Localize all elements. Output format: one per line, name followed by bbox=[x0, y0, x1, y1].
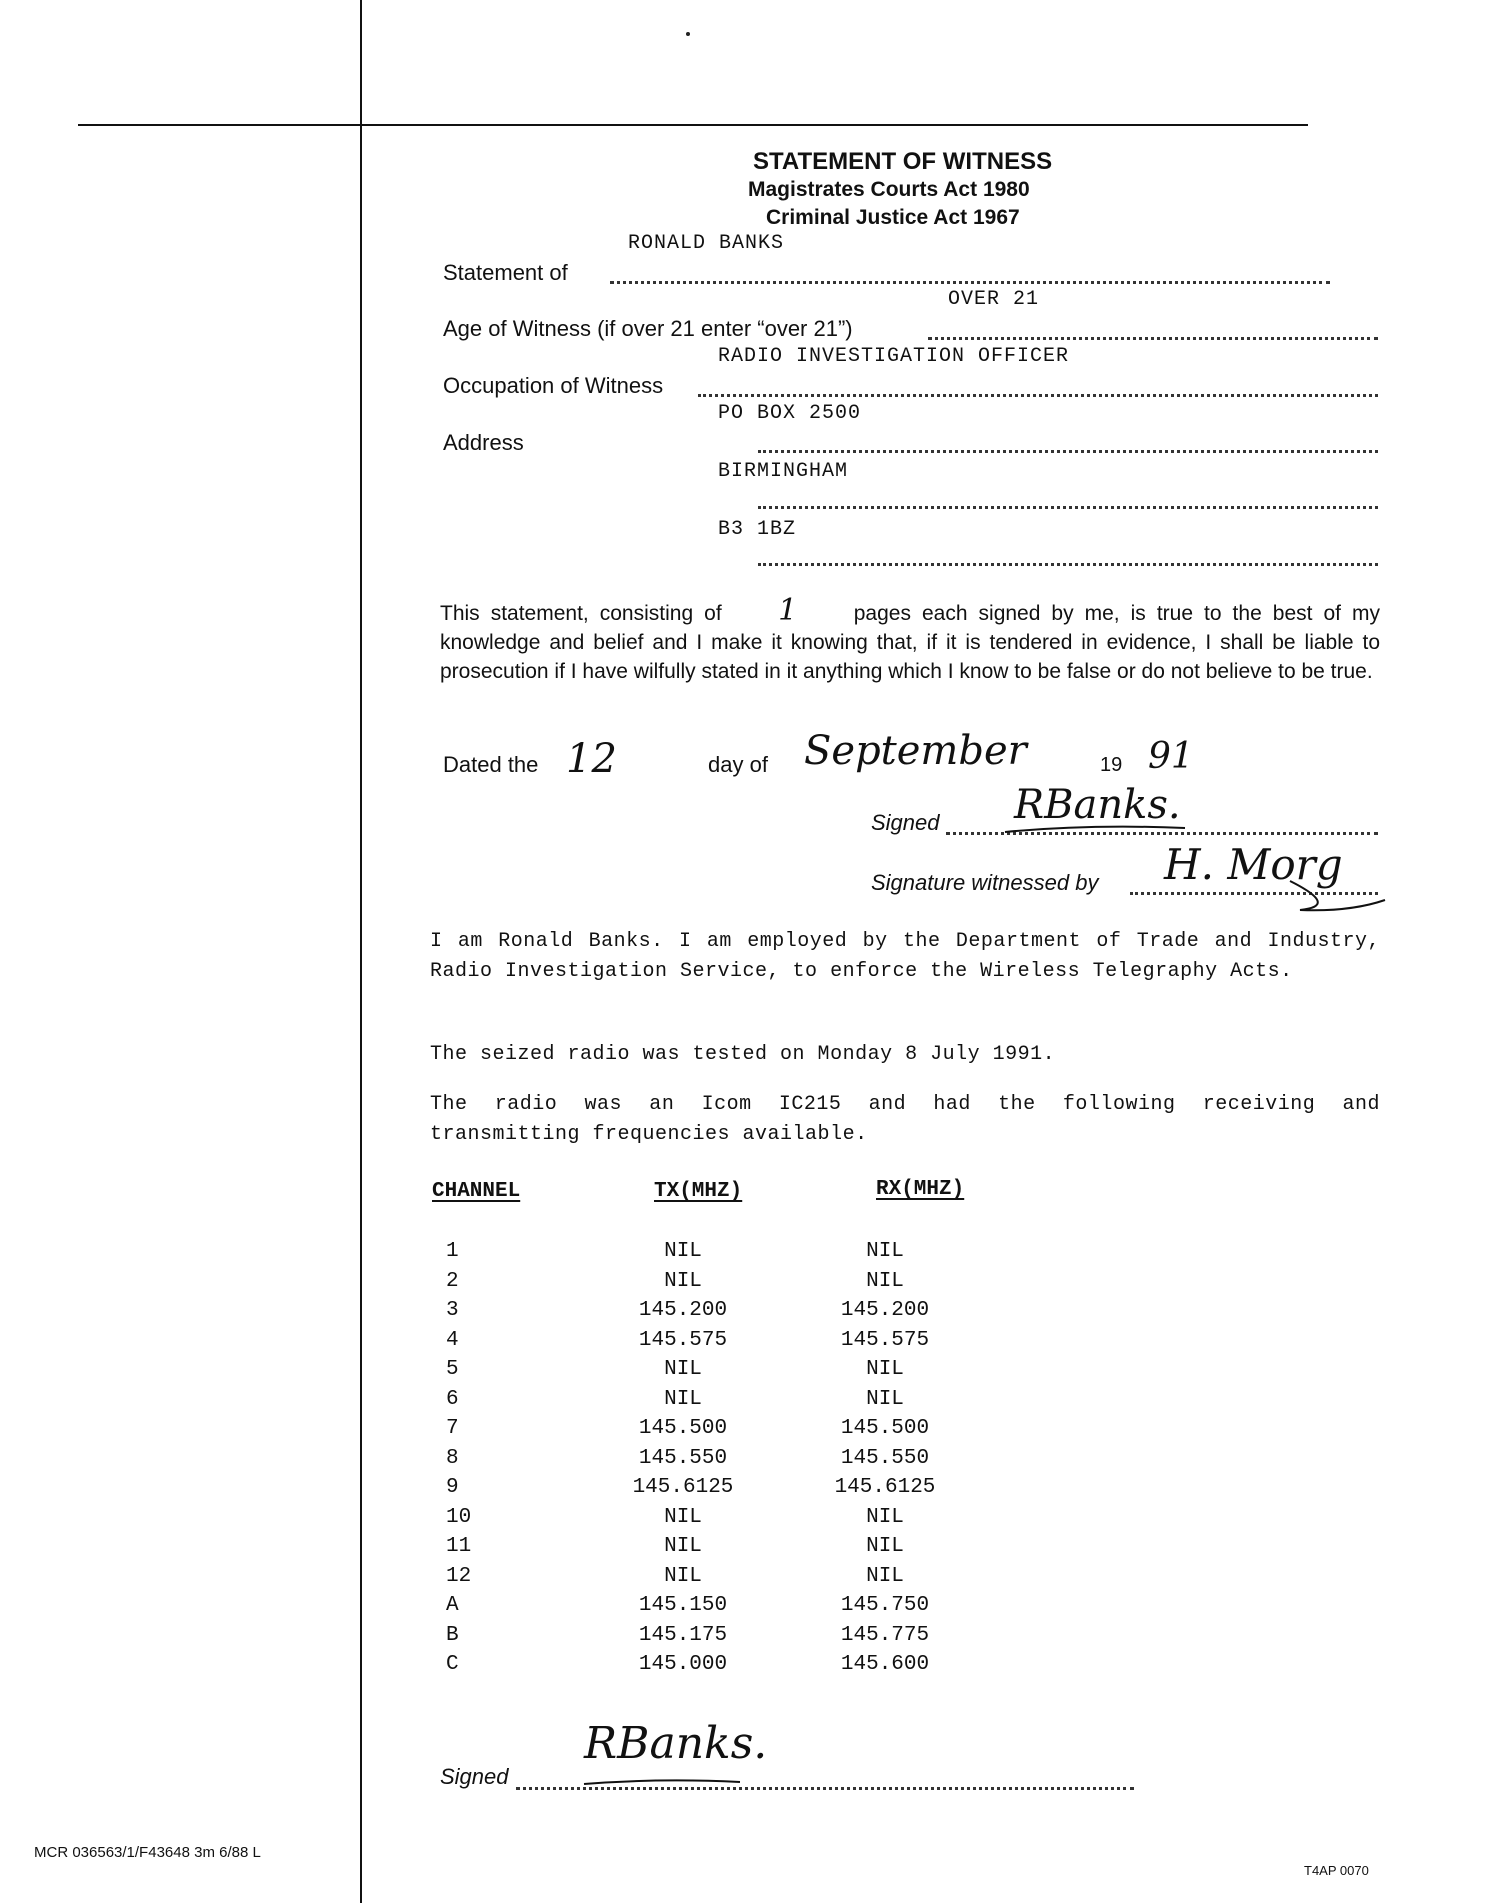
occupation-label: Occupation of Witness bbox=[443, 373, 664, 398]
age-dotted-line bbox=[928, 337, 1378, 340]
tx-frequency-cell: NIL bbox=[664, 1387, 702, 1411]
signed-label: Signed bbox=[871, 810, 940, 835]
dated-label: Dated the bbox=[443, 752, 539, 777]
tx-frequency-cell: NIL bbox=[664, 1535, 702, 1558]
bottom-signed-dotted-line bbox=[516, 1787, 1134, 1790]
tx-frequency-cell: 145.000 bbox=[638, 1653, 728, 1676]
tx-frequency-cell: 145.550 bbox=[638, 1446, 728, 1470]
channel-cell: 7 bbox=[446, 1417, 459, 1440]
statement-body-paragraph-2: The seized radio was tested on Monday 8 July 1991. bbox=[430, 1043, 1056, 1066]
rx-frequency-cell: NIL bbox=[866, 1505, 904, 1529]
tx-frequency-cell: 145.6125 bbox=[632, 1476, 734, 1499]
channel-cell: 9 bbox=[446, 1476, 459, 1499]
channel-cell: A bbox=[446, 1594, 459, 1617]
channel-cell: 1 bbox=[446, 1240, 459, 1263]
channel-cell: 8 bbox=[446, 1446, 459, 1470]
address-dotted-line-2 bbox=[758, 506, 1378, 509]
rx-frequency-cell: NIL bbox=[866, 1358, 904, 1381]
pages-count-handwritten: 1 bbox=[778, 593, 798, 628]
rx-frequency-cell: 145.750 bbox=[840, 1594, 930, 1617]
address-line-1: PO BOX 2500 bbox=[718, 402, 862, 425]
statement-of-value: RONALD BANKS bbox=[628, 232, 785, 255]
witness-signature-flourish bbox=[1280, 876, 1390, 916]
tx-frequency-cell: NIL bbox=[664, 1358, 702, 1381]
rx-frequency-cell: 145.6125 bbox=[834, 1476, 936, 1499]
tx-frequency-cell: NIL bbox=[664, 1564, 702, 1588]
tx-frequency-cell: NIL bbox=[664, 1269, 702, 1293]
occupation-dotted-line bbox=[698, 394, 1378, 397]
channel-cell: 2 bbox=[446, 1269, 459, 1293]
header-horizontal-rule bbox=[78, 124, 1308, 126]
act-reference-1: Magistrates Courts Act 1980 bbox=[748, 178, 1030, 201]
channel-cell: 5 bbox=[446, 1358, 459, 1381]
day-of-label: day of bbox=[708, 752, 768, 777]
statement-of-dotted-line bbox=[610, 281, 1330, 284]
table-header-channel: CHANNEL bbox=[432, 1180, 521, 1203]
declaration-text-before: This statement, consisting of bbox=[440, 602, 722, 625]
channel-cell: C bbox=[446, 1653, 459, 1676]
bottom-signed-label: Signed bbox=[440, 1764, 509, 1789]
dated-month-handwritten: September bbox=[804, 728, 1027, 774]
dated-day-handwritten: 12 bbox=[566, 736, 617, 782]
address-label: Address bbox=[443, 430, 524, 455]
tx-frequency-cell: 145.500 bbox=[638, 1417, 728, 1440]
declaration-paragraph bbox=[440, 593, 1381, 686]
rx-frequency-cell: NIL bbox=[866, 1387, 904, 1411]
margin-vertical-rule bbox=[360, 0, 362, 1903]
rx-frequency-cell: NIL bbox=[866, 1535, 904, 1558]
rx-frequency-cell: 145.600 bbox=[840, 1653, 930, 1676]
table-header-tx: TX(MHZ) bbox=[654, 1180, 743, 1203]
channel-cell: 11 bbox=[446, 1535, 472, 1558]
scan-speck bbox=[686, 32, 690, 36]
tx-frequency-cell: NIL bbox=[664, 1505, 702, 1529]
bottom-signature: RBanks. bbox=[584, 1718, 768, 1769]
rx-frequency-cell: NIL bbox=[866, 1564, 904, 1588]
channel-cell: 10 bbox=[446, 1505, 472, 1529]
channel-cell: 4 bbox=[446, 1328, 459, 1352]
channel-cell: 3 bbox=[446, 1299, 459, 1322]
tx-frequency-cell: 145.150 bbox=[638, 1594, 728, 1617]
channel-cell: B bbox=[446, 1623, 459, 1647]
form-title: STATEMENT OF WITNESS bbox=[753, 148, 1053, 175]
channel-cell: 12 bbox=[446, 1564, 472, 1588]
rx-frequency-cell: 145.775 bbox=[840, 1623, 930, 1647]
tx-frequency-cell: 145.575 bbox=[638, 1328, 728, 1352]
statement-of-label: Statement of bbox=[443, 260, 568, 285]
address-dotted-line-1 bbox=[758, 450, 1378, 453]
document-reference-code: T4AP 0070 bbox=[1304, 1863, 1369, 1878]
statement-body-paragraph-1: I am Ronald Banks. I am employed by the Department of Trade and Industry, Radio Investigation Service, to enforce the Wireless Telegraphy Acts. bbox=[430, 930, 1380, 983]
year-suffix-handwritten: 91 bbox=[1148, 736, 1194, 777]
address-dotted-line-3 bbox=[758, 563, 1378, 566]
rx-frequency-cell: 145.575 bbox=[840, 1328, 930, 1352]
witness-signature: RBanks. bbox=[1014, 782, 1181, 828]
table-header-rx: RX(MHZ) bbox=[876, 1178, 965, 1201]
tx-frequency-cell: 145.200 bbox=[638, 1299, 728, 1322]
channel-cell: 6 bbox=[446, 1387, 459, 1411]
declaration-text-after: pages each signed by me, is true to the best of my knowledge and belief and I make it knowing that, if it is tendered in evidence, I shall be liable to prosecution if I have wilfully stated in it anything which I know to be false or do not believe to be true. bbox=[440, 602, 1381, 683]
act-reference-2: Criminal Justice Act 1967 bbox=[766, 206, 1020, 229]
address-line-2: BIRMINGHAM bbox=[718, 460, 849, 483]
statement-body-paragraph-3: The radio was an Icom IC215 and had the following receiving and transmitting frequencies available. bbox=[430, 1093, 1380, 1146]
witnessed-by-label: Signature witnessed by bbox=[871, 870, 1099, 895]
tx-frequency-cell: 145.175 bbox=[638, 1623, 728, 1647]
age-value: OVER 21 bbox=[948, 288, 1040, 311]
address-line-3: B3 1BZ bbox=[718, 518, 797, 541]
year-prefix: 19 bbox=[1100, 754, 1123, 776]
rx-frequency-cell: 145.500 bbox=[840, 1417, 930, 1440]
witnessing-signature: H. Morg bbox=[1164, 840, 1343, 889]
rx-frequency-cell: NIL bbox=[866, 1269, 904, 1293]
rx-frequency-cell: NIL bbox=[866, 1240, 904, 1263]
form-reference-code: MCR 036563/1/F43648 3m 6/88 L bbox=[34, 1844, 261, 1861]
rx-frequency-cell: 145.550 bbox=[840, 1446, 930, 1470]
age-label: Age of Witness (if over 21 enter “over 21”) bbox=[443, 316, 853, 341]
occupation-value: RADIO INVESTIGATION OFFICER bbox=[718, 345, 1070, 368]
tx-frequency-cell: NIL bbox=[664, 1240, 702, 1263]
signature-flourish bbox=[1000, 822, 1190, 838]
rx-frequency-cell: 145.200 bbox=[840, 1299, 930, 1322]
